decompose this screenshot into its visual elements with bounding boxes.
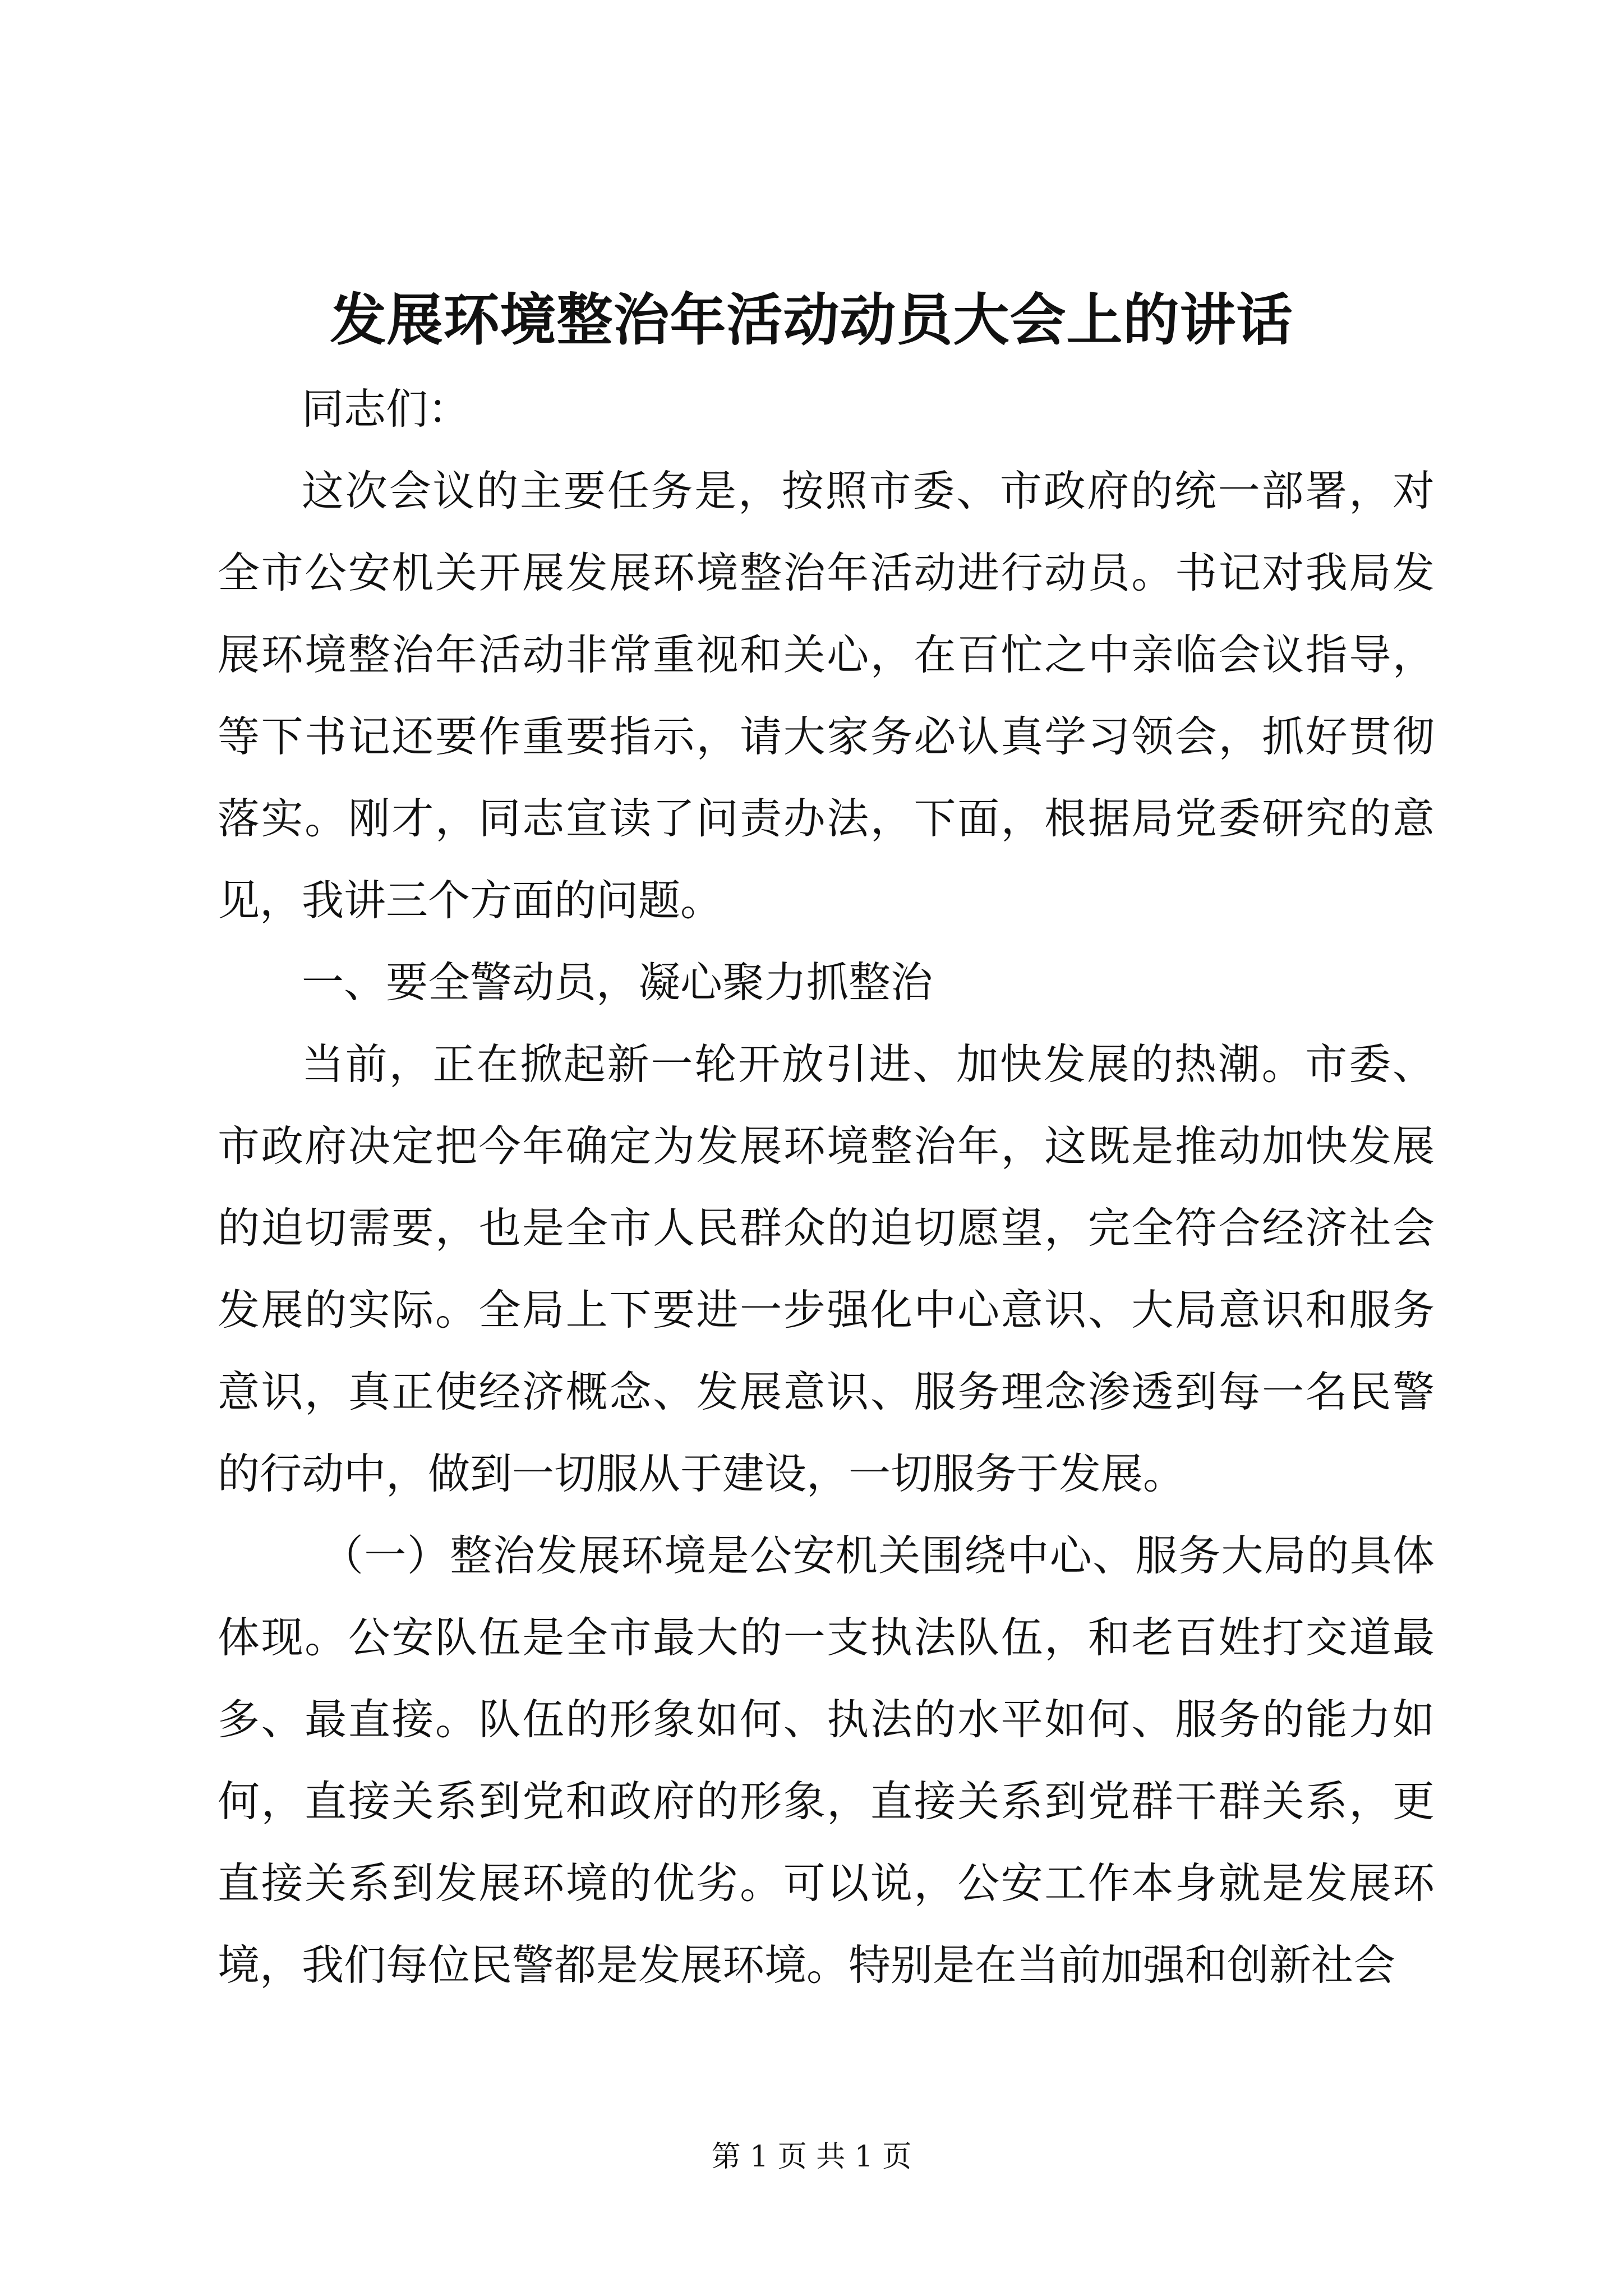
page-footer: 第 1 页 共 1 页 (711, 2140, 912, 2174)
salutation-paragraph: 同志们： (302, 384, 471, 434)
subsection-paragraph-1: （一）整治发展环境是公安机关围绕中心、服务大局的具体体现。公安队伍是全市最大的一支执法队伍，和老百姓打交道最多、最直接。队伍的形象如何、执法的水平如何、服务的能力如何，直接关系到党和政府的形象，直接关系到党群干群关系，更直接关系到发展环境的优劣。可以说，公安工作本身就是发展环境，我们每位民警都是发展环境。特别是在当前加强和创新社会 (218, 1531, 1435, 1990)
document-title: 发展环境整治年活动动员大会上的讲话 (330, 287, 1293, 353)
body-paragraph: 当前，正在掀起新一轮开放引进、加快发展的热潮。市委、市政府决定把今年确定为发展环境整治年，这既是推动加快发展的迫切需要，也是全市人民群众的迫切愿望，完全符合经济社会发展的实际。全局上下要进一步强化中心意识、大局意识和服务意识，真正使经济概念、发展意识、服务理念渗透到每一名民警的行动中，做到一切服从于建设，一切服务于发展。 (218, 1039, 1435, 1498)
section-heading-1: 一、要全警动员，凝心聚力抓整治 (302, 958, 933, 1007)
document-body (218, 368, 1435, 2006)
intro-paragraph: 这次会议的主要任务是，按照市委、市政府的统一部署，对全市公安机关开展发展环境整治年活动进行动员。书记对我局发展环境整治年活动非常重视和关心，在百忙之中亲临会议指导，等下书记还要作重要指示，请大家务必认真学习领会，抓好贯彻落实。刚才，同志宣读了问责办法，下面，根据局党委研究的意见，我讲三个方面的问题。 (218, 466, 1435, 925)
